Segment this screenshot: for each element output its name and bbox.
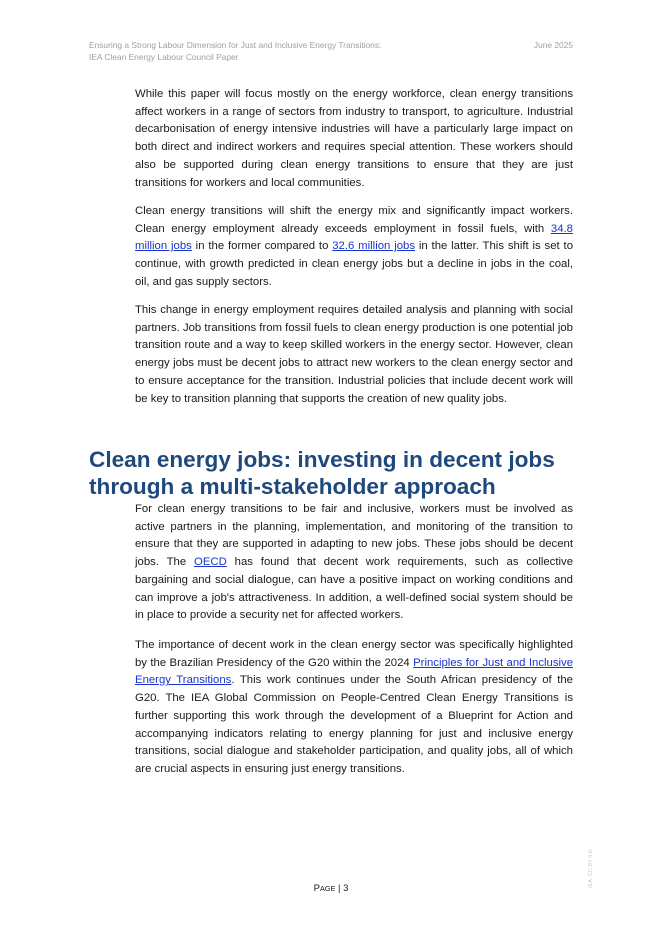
p4-text-before: For clean energy transitions to be fair and inclusive, workers must be involved as active partners in the planning, implementation, and monitoring of the transition to ensure that they are supported in adapting to new jobs. These jobs should be decent jobs. The (135, 503, 573, 569)
license-label: IEA. CC BY 4.0. (588, 848, 594, 888)
running-header-title (89, 39, 449, 63)
p4-text-after: has found that decent work requirements, such as collective bargaining and social dialogue, can have a positive impact on working conditions and can improve a job's attractiveness. In addition, a well-defined social system should be in place to provide a security net for affected workers. (135, 556, 574, 622)
paragraph-employment-change: This change in energy employment requires detailed analysis and planning with social partners. Job transitions from fossil fuels to clean energy production is one potential job transition route and a way to keep skilled workers in the energy sector. However, clean energy jobs must be decent jobs to attract new workers to the clean energy sector and to ensure acceptance for the transition. Industrial policies that include decent work will be key to transition planning that supports the creation of new quality jobs. (135, 304, 573, 405)
p5-text-after: . This work continues under the South African presidency of the G20. The IEA Global Commission on People-Centred Clean Energy Transitions is further supporting this work through the development of a Blueprint for Action and accompanying indicators relating to energy planning for just and inclusive energy transitions, social dialogue and stakeholder participation, and quality jobs, all of which are crucial aspects in ensuring just energy transitions. (135, 674, 573, 775)
paragraph-decent-work-g20 (135, 637, 573, 779)
p5-text-before: The importance of decent work in the clean energy sector was specifically highlighted by the Brazilian Presidency of the G20 within the 2024 (135, 639, 573, 669)
p2-text-after: in the latter. This shift is set to continue, with growth predicted in clean energy jobs but a decline in jobs in the coal, oil, and gas supply sectors. (135, 240, 574, 288)
header-date: June 2025 (533, 40, 573, 50)
page-label: PAGE (313, 883, 336, 894)
link-34-8-million-jobs[interactable]: 34.8 million jobs (135, 222, 573, 253)
paragraph-energy-mix (135, 203, 573, 292)
p2-text-middle: in the former compared to (191, 240, 333, 253)
page-number: 3 (343, 883, 349, 894)
link-32-6-million-jobs[interactable]: 32.6 million jobs (332, 240, 415, 253)
header-title-line-1: Ensuring a Strong Labour Dimension for Just and Inclusive Energy Transitions: (89, 40, 382, 50)
section-heading: Clean energy jobs: investing in decent jobs through a multi-stakeholder approach (89, 447, 555, 499)
link-oecd[interactable]: OECD (194, 556, 227, 569)
p2-text-before: Clean energy transitions will shift the energy mix and significantly impact workers. Clean energy employment already exceeds employment in fossil fuels, with (135, 205, 573, 235)
header-title-line-2: IEA Clean Energy Labour Council Paper (89, 52, 239, 62)
link-principles-just-inclusive[interactable]: Principles for Just and Inclusive Energy Transitions (135, 656, 574, 687)
paragraph-fair-inclusive (135, 501, 573, 625)
paragraph-workforce-sectors: While this paper will focus mostly on the energy workforce, clean energy transitions affect workers in a range of sectors from industry to transport, to agriculture. Industrial decarbonisation of energy intensive industries will have a particularly large impact on both direct and indirect workers and requires special attention. These workers should also be supported during clean energy transitions to ensure that they are just transitions for workers and local communities. (135, 88, 573, 189)
page-separator: | (335, 883, 344, 894)
